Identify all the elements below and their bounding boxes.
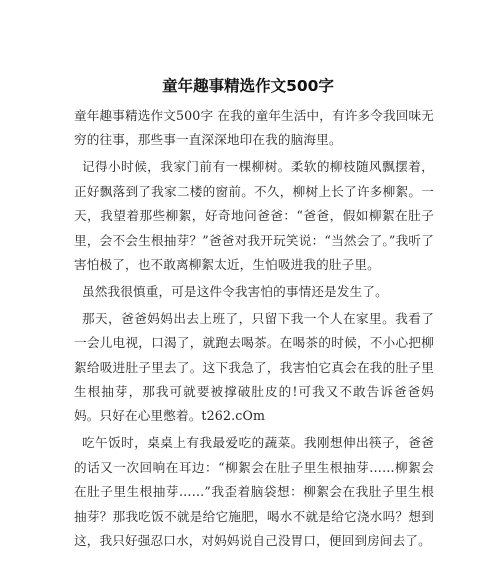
paragraph-feared-event: 虽然我很慎重，可是这件令我害怕的事情还是发生了。	[82, 283, 388, 299]
paragraph-willow-tree: 记得小时候，我家门前有一棵柳树。柔软的柳枝随风飘摆着，正好飘落到了我家二楼的窗前。不久，柳树上长了许多柳絮。一天，我望着那些柳絮，好奇地问爸爸：“爸爸，假如柳絮在肚子里，会不会生根抽芽？”爸爸对我开玩笑说：“当然会了。”我听了害怕极了，也不敢离柳絮太近，生怕吸进我的肚子里。	[74, 159, 434, 272]
article-title: 童年趣事精选作文500字	[162, 77, 334, 95]
paragraph-home-alone: 那天，爸爸妈妈出去上班了，只留下我一个人在家里。我看了一会儿电视，口渴了，就跑去喝茶。在喝茶的时候，不小心把柳絮给吸进肚子里去了。这下我急了，我害怕它真会在我的肚子里生根抽芽，那我可就要被撑破肚皮的!可我又不敢告诉爸爸妈妈。只好在心里憋着。t262.cOm	[74, 310, 434, 424]
paragraph-intro: 童年趣事精选作文500字 在我的童年生活中，有许多令我回味无穷的往事，那些事一直深深地印在我的脑海里。	[74, 108, 434, 148]
article-body	[74, 104, 434, 556]
paragraph-lunch: 吃午饭时，桌桌上有我最爱吃的蔬菜。我刚想伸出筷子，爸爸的话又一次回响在耳边：“柳絮会在肚子里生根抽芽……柳絮会在肚子里生根抽芽……”我歪着脑袋想：柳絮会在我肚子里生根抽芽？那我吃饭不就是给它施肥，喝水不就是给它浇水吗？想到这，我只好强忍口水，对妈妈说自己没胃口，便回到房间去了。	[74, 435, 434, 548]
